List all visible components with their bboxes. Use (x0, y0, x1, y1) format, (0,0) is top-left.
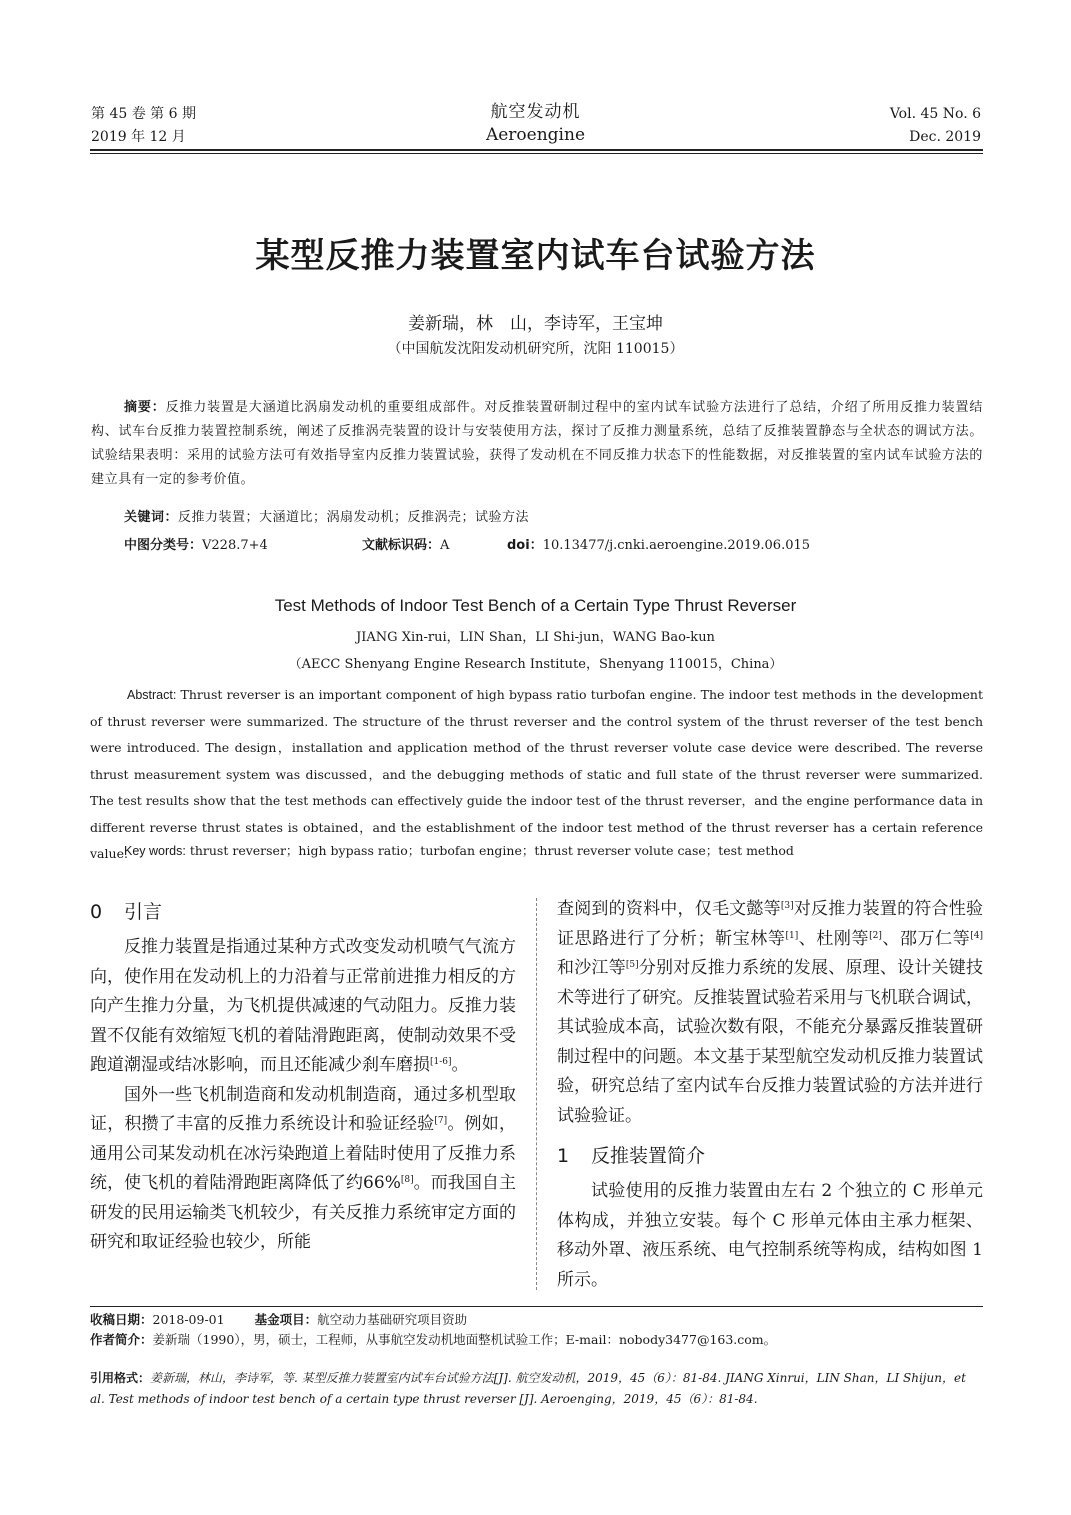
clc-value: V228.7+4 (202, 538, 268, 553)
paragraph-text: 查阅到的资料中，仅毛文懿等 (557, 899, 781, 919)
paragraph-1 (90, 933, 516, 1081)
fund-label: 基金项目： (254, 1312, 318, 1327)
cite-label: 引用格式： (90, 1371, 151, 1385)
footnote-author-bio (90, 1330, 983, 1350)
clc-label: 中图分类号： (124, 538, 203, 553)
body-column-left (90, 897, 516, 1258)
paragraph-text: 分别对反推力系统的发展、原理、设计关键技术等进行了研究。反推装置试验若采用与飞机联合调试，其试验成本高，试验次数有限，不能充分暴露反推装置研制过程中的问题。本文基于某型航空发动机反推力装置试验，研究总结了室内试车台反推力装置试验的方法并进行试验验证。 (557, 958, 983, 1126)
affiliation-cn: （中国航发沈阳发动机研究所，沈阳 110015） (387, 341, 684, 357)
doi-value: 10.13477/j.cnki.aeroengine.2019.06.015 (542, 538, 811, 553)
section-title: 引言 (124, 901, 163, 923)
citation: [4] (970, 930, 984, 941)
paragraph-end: 。 (451, 1055, 469, 1075)
citation: [1] (785, 930, 799, 941)
running-header-right (890, 103, 981, 149)
keywords-en (124, 841, 794, 861)
abstract-en (90, 682, 983, 868)
authors-cn: 姜新瑞，林 山，李诗军，王宝坤 (408, 314, 663, 334)
body-column-right (557, 895, 983, 1295)
keywords-label-cn: 关键词： (124, 510, 179, 525)
journal-name-cn: 航空发动机 (490, 102, 581, 122)
fund-value: 航空动力基础研究项目资助 (317, 1312, 468, 1327)
paragraph-2 (90, 1081, 516, 1258)
paragraph-text: 。例如，通用公司某发动机在冰污染跑道上着陆时使用了反推力系统，使飞机的着陆滑跑距离降低了约66% (90, 1114, 516, 1193)
abstract-label-cn: 摘要： (124, 400, 166, 415)
keywords-text-en: thrust reverser；high bypass ratio；turbofan engine；thrust reverser volute case；test method (189, 843, 794, 858)
paragraph-text: 、邵万仁等 (881, 928, 971, 949)
citation: [7] (434, 1116, 448, 1126)
citation: [8] (400, 1175, 414, 1185)
cite-value: 姜新瑞，林山，李诗军，等. 某型反推力装置室内试车台试验方法[J]. 航空发动机，2019，45（6）：81-84. JIANG Xinrui，LIN Shan，LI Shijun，et al. Test methods of indoor test bench of a certain type thrust reverser [J]. Aeroenging，2019，45（6）：81-84. (90, 1371, 966, 1406)
issue-cn: 第 45 卷 第 6 期 (91, 106, 196, 122)
paragraph-2-continued (557, 895, 983, 1131)
section-heading-0 (90, 897, 516, 927)
keywords-cn (124, 507, 529, 529)
citation: [2] (869, 930, 882, 941)
authors-en: JIANG Xin-rui，LIN Shan，LI Shi-jun，WANG Bao-kun (356, 630, 715, 645)
received-label: 收稿日期： (90, 1312, 153, 1327)
paragraph-text: 、杜刚等 (798, 928, 870, 949)
doccode-value: A (440, 538, 450, 553)
abstract-text-en: Thrust reverser is an important component of high bypass ratio turbofan engine. The indoor test methods in the development of thrust reverser were summarized. The structure of the thrust reverser and the control system of the thrust reverser of the test bench were introduced. The design，installation and application method of the thrust reverser volute case device were described. The reverse thrust measurement system was discussed，and the debugging methods of static and full state of the thrust reverser were summarized. The test results show that the test methods can effectively guide the indoor test of the thrust reverser，and the engine performance data in different reverse thrust states is obtained，and the establishment of the indoor test method of the thrust reverser has a certain reference value. (90, 687, 984, 861)
bio-value: 姜新瑞（1990），男，硕士，工程师，从事航空发动机地面整机试验工作；E-mail：nobody3477@163.com。 (152, 1332, 777, 1347)
citation: [5] (625, 960, 639, 970)
date-en: Dec. 2019 (909, 129, 981, 145)
paragraph-text: 对反推力装置的符合性验证思路进行了分析；靳宝林等 (557, 899, 983, 949)
doccode-label: 文献标识码： (362, 538, 441, 553)
abstract-label-en: Abstract: (127, 688, 177, 702)
citation: [1-6] (430, 1057, 452, 1067)
footnote-received-fund (90, 1310, 983, 1330)
article-title-cn: 某型反推力装置室内试车台试验方法 (255, 236, 816, 276)
section-title: 反推装置简介 (591, 1145, 706, 1167)
header-rule (90, 149, 983, 151)
paragraph-text: 和沙江等 (557, 958, 626, 978)
issue-en: Vol. 45 No. 6 (889, 106, 981, 122)
bio-label: 作者简介： (90, 1332, 153, 1347)
paragraph-text: 国外一些飞机制造商和发动机制造商，通过多机型取证，积攒了丰富的反推力系统设计和验证经验 (90, 1084, 516, 1134)
clc-code (124, 535, 268, 557)
article-title-en: Test Methods of Indoor Test Bench of a Certain Type Thrust Reverser (274, 596, 797, 615)
footnote-rule (90, 1306, 983, 1307)
citation: [3] (780, 901, 794, 911)
section-number: 0 (90, 901, 103, 923)
citation-format (90, 1368, 983, 1410)
doi-label: doi： (507, 538, 543, 553)
journal-name-en: Aeroengine (485, 125, 586, 145)
date-cn: 2019 年 12 月 (91, 129, 186, 145)
header-rule-thin (90, 153, 983, 154)
paragraph-text: 。而我国自主研发的民用运输类飞机较少，有关反推力系统审定方面的研究和取证经验也较少，所能 (90, 1173, 516, 1252)
keywords-label-en: Key words: (124, 844, 186, 858)
abstract-cn (91, 396, 983, 492)
received-value: 2018-09-01 (152, 1312, 225, 1327)
affiliation-en: （AECC Shenyang Engine Research Institute，Shenyang 110015，China） (288, 657, 783, 672)
abstract-text-cn: 反推力装置是大涵道比涡扇发动机的重要组成部件。对反推装置研制过程中的室内试车试验方法进行了总结，介绍了所用反推力装置结构、试车台反推力装置控制系统，阐述了反推涡壳装置的设计与安装使用方法，探讨了反推力测量系统，总结了反推装置静态与全状态的调试方法。试验结果表明：采用的试验方法可有效指导室内反推力装置试验，获得了发动机在不同反推力状态下的性能数据，对反推装置的室内试车试验方法的建立具有一定的参考价值。 (91, 400, 983, 487)
section-heading-1 (557, 1141, 983, 1171)
document-code (362, 535, 449, 557)
column-divider (536, 898, 537, 1290)
section-number: 1 (557, 1145, 570, 1167)
keywords-text-cn: 反推力装置；大涵道比；涡扇发动机；反推涡壳；试验方法 (178, 510, 530, 525)
paragraph-text: 反推力装置是指通过某种方式改变发动机喷气气流方向，使作用在发动机上的力沿着与正常前进推力相反的方向产生推力分量，为飞机提供减速的气动阻力。反推力装置不仅能有效缩短飞机的着陆滑跑距离，使制动效果不受跑道潮湿或结冰影响，而且还能减少刹车磨损 (90, 937, 516, 1075)
doi (507, 535, 810, 557)
paragraph-4: 试验使用的反推力装置由左右 2 个独立的 C 形单元体构成，并独立安装。每个 C 形单元体由主承力框架、移动外罩、液压系统、电气控制系统等构成，结构如图 1 所示。 (557, 1181, 983, 1290)
